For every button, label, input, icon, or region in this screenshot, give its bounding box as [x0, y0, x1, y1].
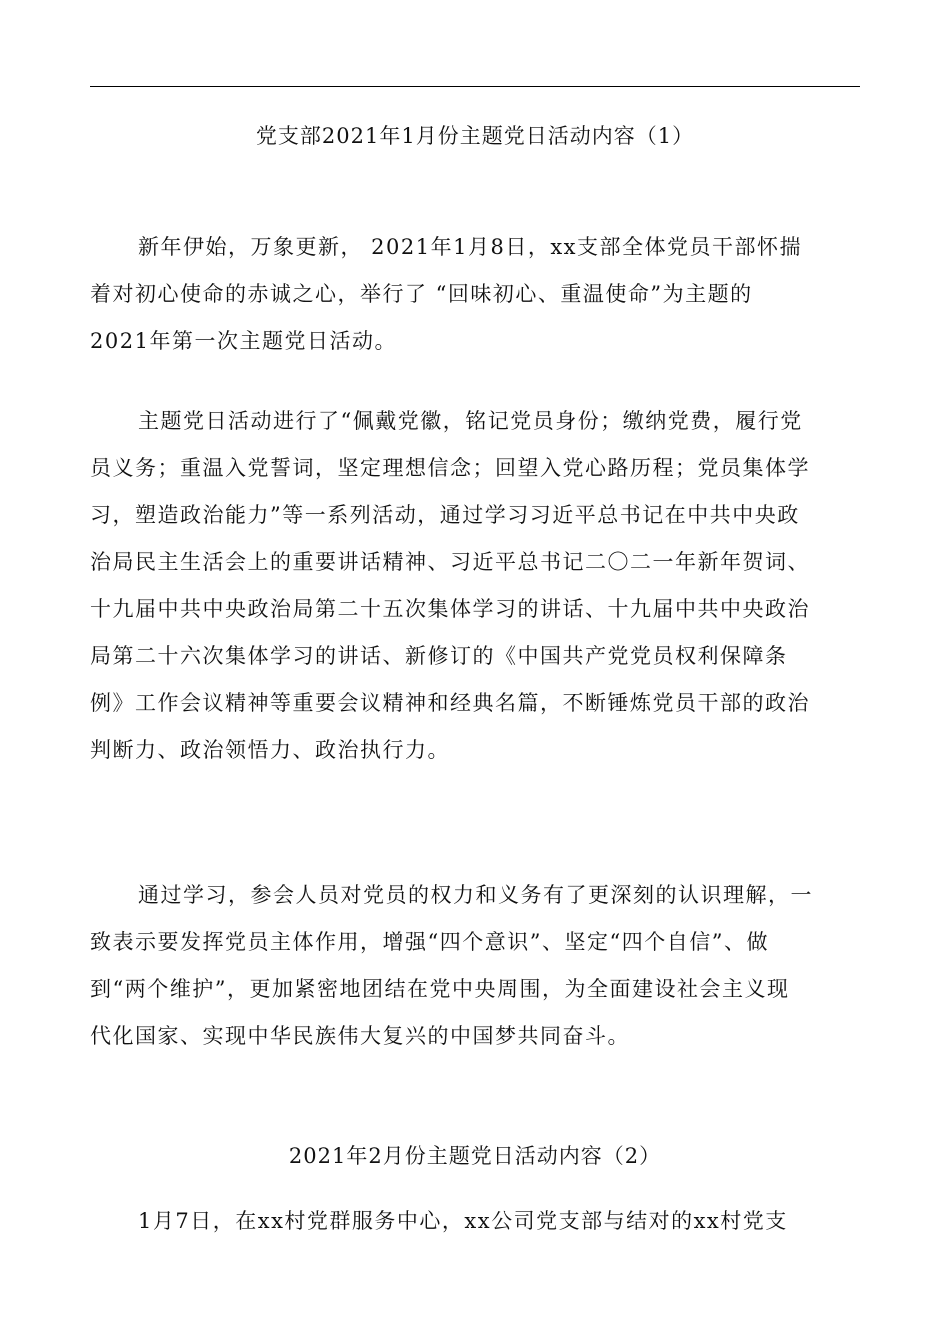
paragraph-line: 新年伊始，万象更新， 2021年1月8日，xx支部全体党员干部怀揣 — [138, 235, 803, 259]
paragraph-line: 到“两个维护”，更加紧密地团结在党中央周围，为全面建设社会主义现 — [90, 977, 790, 1001]
paragraph-line: 着对初心使命的赤诚之心，举行了 “回味初心、重温使命”为主题的 — [90, 282, 753, 306]
paragraph-line: 局第二十六次集体学习的讲话、新修订的《中国共产党党员权利保障条 — [90, 644, 788, 668]
paragraph-line: 十九届中共中央政治局第二十五次集体学习的讲话、十九届中共中央政治 — [90, 597, 810, 621]
header-rule — [90, 86, 860, 87]
paragraph-line: 治局民主生活会上的重要讲话精神、习近平总书记二〇二一年新年贺词、 — [90, 550, 810, 574]
paragraph-line: 习，塑造政治能力”等一系列活动，通过学习习近平总书记在中共中央政 — [90, 503, 800, 527]
paragraph-line: 代化国家、实现中华民族伟大复兴的中国梦共同奋斗。 — [90, 1024, 630, 1048]
paragraph-1 — [90, 224, 860, 365]
paragraph-line: 通过学习，参会人员对党员的权力和义务有了更深刻的认识理解，一 — [138, 883, 813, 907]
paragraph-3 — [90, 872, 860, 1060]
paragraph-line: 例》工作会议精神等重要会议精神和经典名篇，不断锤炼党员干部的政治 — [90, 691, 810, 715]
paragraph-4 — [90, 1198, 860, 1245]
paragraph-2 — [90, 398, 860, 774]
paragraph-line: 致表示要发挥党员主体作用，增强“四个意识”、坚定“四个自信”、做 — [90, 930, 769, 954]
section-title-1: 党支部2021年1月份主题党日活动内容（1） — [255, 124, 695, 148]
paragraph-line: 主题党日活动进行了“佩戴党徽，铭记党员身份；缴纳党费，履行党 — [138, 409, 803, 433]
section-title-2: 2021年2月份主题党日活动内容（2） — [288, 1144, 662, 1168]
paragraph-line: 1月7日，在xx村党群服务中心，xx公司党支部与结对的xx村党支 — [138, 1209, 788, 1233]
paragraph-line: 员义务；重温入党誓词，坚定理想信念；回望入党心路历程；党员集体学 — [90, 456, 810, 480]
paragraph-line: 判断力、政治领悟力、政治执行力。 — [90, 738, 450, 762]
paragraph-line: 2021年第一次主题党日活动。 — [90, 329, 397, 353]
